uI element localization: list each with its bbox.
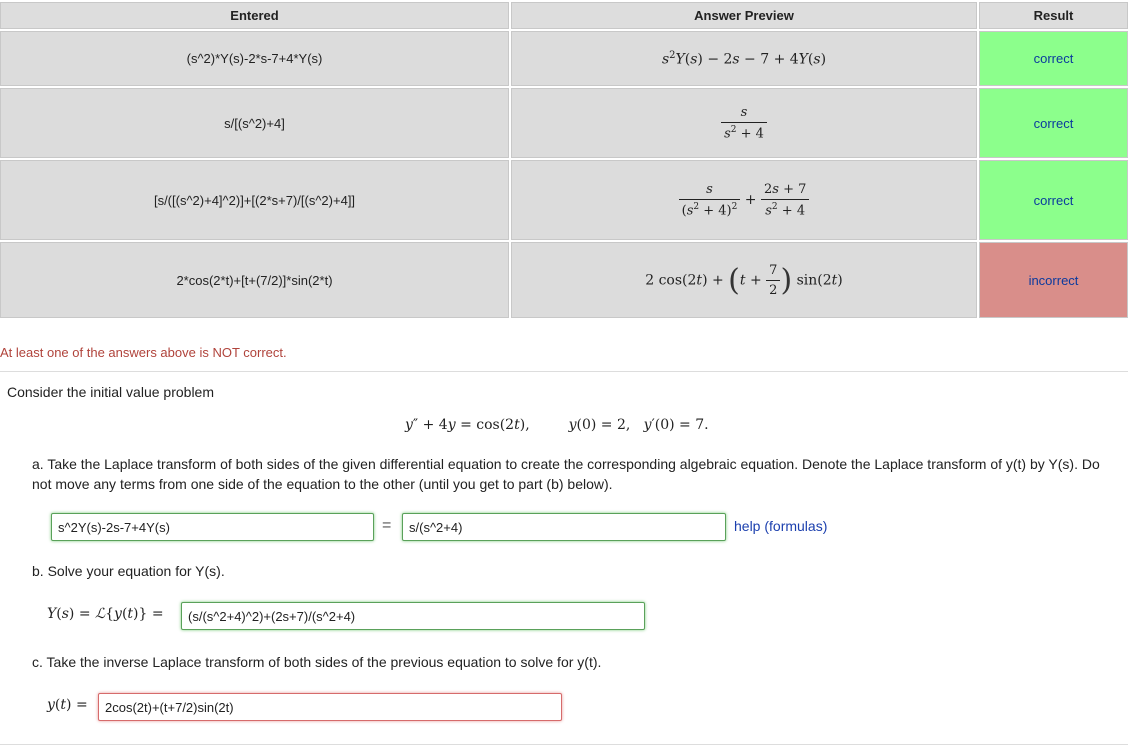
result-cell: correct (979, 88, 1128, 158)
Y-of-s-label: Y(s) = ℒ{y(t)} = (47, 606, 164, 622)
results-table (0, 0, 1128, 320)
divider (0, 744, 1128, 745)
preview-cell: $\frac{s}{(s^2 + 4)^2}$ + $\frac{2s + 7}{s^2 + 4}$ (511, 160, 977, 240)
result-cell: correct (979, 160, 1128, 240)
equals-sign: = (382, 517, 392, 534)
problem-intro: Consider the initial value problem (7, 384, 214, 400)
entered-cell: [s/([(s^2)+4]^2)]+[(2*s+7)/[(s^2)+4]] (0, 160, 509, 240)
help-formulas-link[interactable]: help (formulas) (734, 518, 828, 534)
table-header-row (0, 2, 1128, 29)
result-cell: incorrect (979, 242, 1128, 318)
table-row (0, 242, 1128, 318)
part-b-instructions: b. Solve your equation for Y(s). (32, 563, 225, 579)
entered-cell: (s^2)*Y(s)-2*s-7+4*Y(s) (0, 31, 509, 86)
table-row (0, 88, 1128, 158)
result-cell: correct (979, 31, 1128, 86)
preview-cell: 2 cos(2t) + (t + $\frac{7}{2}$ ) sin(2t) (511, 242, 977, 318)
part-a-lhs-input[interactable] (51, 513, 374, 541)
part-c-input[interactable] (98, 693, 562, 721)
part-c-instructions: c. Take the inverse Laplace transform of both sides of the previous equation to solve for y(t). (32, 654, 602, 670)
warning-message: At least one of the answers above is NOT correct. (0, 345, 287, 360)
divider (0, 371, 1128, 372)
header-result: Result (979, 2, 1128, 29)
part-a-instructions: a. Take the Laplace transform of both sides of the given differential equation to create the corresponding algebraic equation. Denote the Laplace transform of y(t) by Y(s). Do not move any terms from one side of the equation to the other (until you get to part (b) below). (32, 456, 1100, 492)
entered-cell: s/[(s^2)+4] (0, 88, 509, 158)
part-b-input[interactable] (181, 602, 645, 630)
table-row (0, 31, 1128, 86)
header-answer-preview: Answer Preview (511, 2, 977, 29)
preview-cell: $\frac{s}{s^2 + 4}$ (511, 88, 977, 158)
entered-cell: 2*cos(2*t)+[t+(7/2)]*sin(2*t) (0, 242, 509, 318)
y-of-t-label: y(t) = (47, 697, 88, 713)
preview-cell: $s^2Y(s) - 2s - 7 + 4Y(s)$ (511, 31, 977, 86)
header-entered: Entered (0, 2, 509, 29)
table-row (0, 160, 1128, 240)
ivp-equation: y″ + 4y = cos(2t), y(0) = 2, y′(0) = 7. (405, 417, 709, 433)
part-a-rhs-input[interactable] (402, 513, 726, 541)
